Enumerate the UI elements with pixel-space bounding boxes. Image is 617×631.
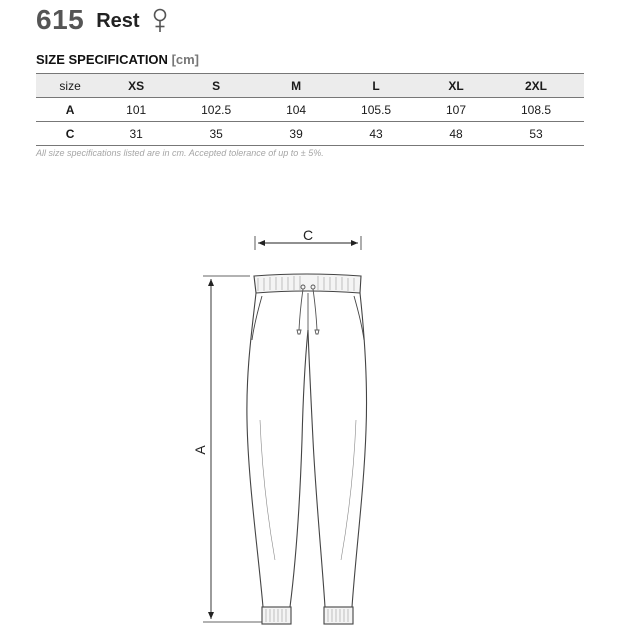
left-leg bbox=[247, 293, 308, 607]
table-cell: 108.5 bbox=[488, 98, 584, 122]
table-cell: 102.5 bbox=[168, 98, 264, 122]
left-cuff bbox=[262, 607, 291, 624]
size-spec-title-text: SIZE SPECIFICATION bbox=[36, 52, 168, 67]
table-cell: 48 bbox=[424, 122, 488, 146]
right-leg bbox=[308, 293, 367, 607]
table-cell: 104 bbox=[264, 98, 328, 122]
dimension-a bbox=[192, 276, 262, 622]
row-label-a: A bbox=[36, 98, 104, 122]
table-cell: 39 bbox=[264, 122, 328, 146]
size-header-s: S bbox=[168, 74, 264, 98]
size-header-2xl: 2XL bbox=[488, 74, 584, 98]
dimension-c-label: C bbox=[302, 227, 314, 243]
size-header-m: M bbox=[264, 74, 328, 98]
right-cuff bbox=[324, 607, 353, 624]
size-header-xl: XL bbox=[424, 74, 488, 98]
table-cell: 53 bbox=[488, 122, 584, 146]
table-cell: 31 bbox=[104, 122, 168, 146]
table-cell: 105.5 bbox=[328, 98, 424, 122]
product-code: 615 bbox=[36, 4, 85, 35]
product-name: Rest bbox=[96, 10, 140, 32]
cuff-rib bbox=[266, 609, 348, 622]
table-cell: 43 bbox=[328, 122, 424, 146]
size-header-label: size bbox=[36, 74, 104, 98]
tolerance-note: All size specifications listed are in cm. Accepted tolerance of up to ± 5%. bbox=[36, 148, 324, 158]
pants-outline bbox=[247, 274, 367, 624]
row-label-c: C bbox=[36, 122, 104, 146]
dimension-a-label: A bbox=[192, 445, 208, 455]
size-header-xs: XS bbox=[104, 74, 168, 98]
table-cell: 107 bbox=[424, 98, 488, 122]
dimension-c bbox=[255, 227, 361, 250]
table-cell: 101 bbox=[104, 98, 168, 122]
size-spec-unit: [cm] bbox=[171, 52, 200, 67]
table-cell: 35 bbox=[168, 122, 264, 146]
size-header-l: L bbox=[328, 74, 424, 98]
